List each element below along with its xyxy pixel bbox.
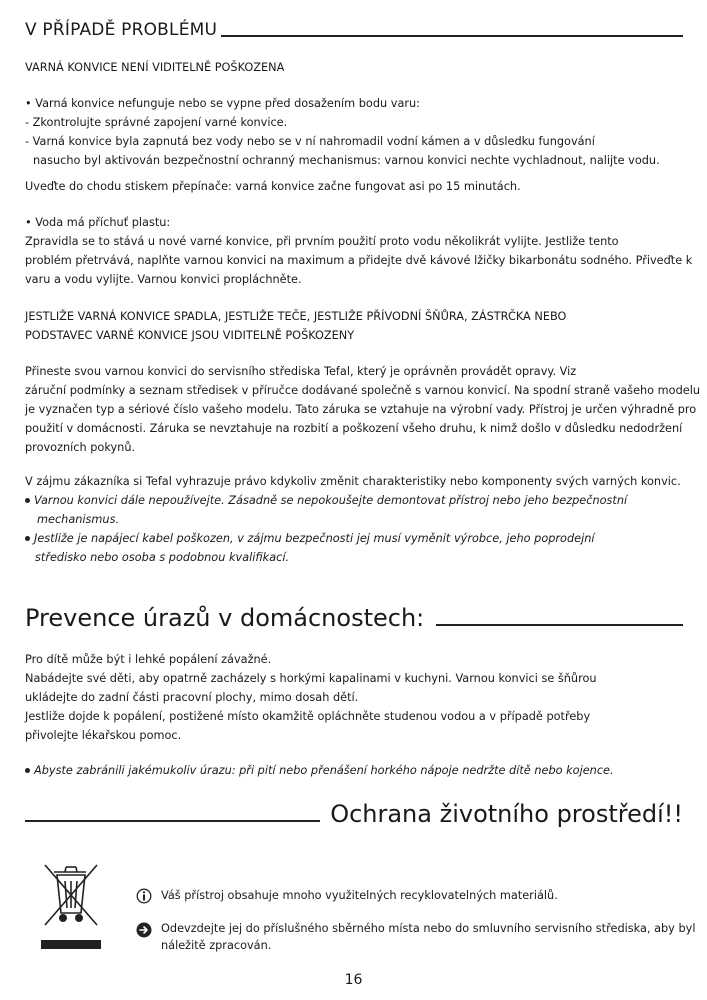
heading-rule [436, 624, 683, 626]
text-line: je vyznačen typ a sériové číslo vašeho modelu. Tato záruka se vztahuje na výrobní vady. Přístroj je určen výhradně pro [25, 403, 697, 416]
text-line: přivolejte lékařskou pomoc. [25, 729, 182, 742]
italic-bullet: Varnou konvici dále nepoužívejte. Zásadně se nepokoušejte demontovat přístroj nebo jeho bezpečnostní [25, 491, 627, 510]
heading-rule [221, 35, 683, 37]
text-line: náležitě zpracován. [161, 939, 272, 952]
troubleshoot-list [25, 94, 660, 170]
text-line: - Zkontrolujte správné zapojení varné konvice. [25, 116, 288, 129]
subheading-line: PODSTAVEC VARNÉ KONVICE JSOU VIDITELNĚ POŠKOZENY [25, 329, 355, 342]
text-line: provozních pokynů. [25, 441, 136, 454]
text-line: Odevzdejte jej do příslušného sběrného místa nebo do smluvního servisního střediska, aby byl [161, 922, 696, 935]
subheading-not-damaged: VARNÁ KONVICE NENÍ VIDITELNĚ POŠKOZENA [25, 61, 285, 74]
text-line: použití v domácnosti. Záruka se nevztahuje na rozbití a poškození všeho druhu, k nimž došlo v důsledku nedodržení [25, 422, 683, 435]
text-line: problém přetrvává, naplňte varnou konvici na maximum a přidejte dvě kávové lžičky bikarbonátu sodného. Přiveďte k [25, 254, 693, 267]
bullet-icon [25, 536, 30, 541]
text-line: • Voda má příchuť plastu: [25, 216, 171, 229]
italic-bullet: Jestliže je napájecí kabel poškozen, v zájmu bezpečnosti jej musí vyměnit výrobce, jeho poprodejní [25, 529, 627, 548]
crossed-bin-icon [38, 855, 104, 951]
text-line: ukládejte do zadní části pracovní plochy, mimo dosah dětí. [25, 691, 359, 704]
text-line: - Varná konvice byla zapnutá bez vody nebo se v ní nahromadil vodní kámen a v důsledku fungování [25, 135, 595, 148]
text-line: nasucho byl aktivován bezpečnostní ochranný mechanismus: varnou konvici nechte vychladnout, nalijte vodu. [33, 154, 660, 167]
text-line: Pro dítě může být i lehké popálení závažné. [25, 653, 272, 666]
text-line: • Varná konvice nefunguje nebo se vypne před dosažením bodu varu: [25, 97, 420, 110]
info-icon [136, 888, 152, 904]
bullet-icon [25, 498, 30, 503]
text-line: Nabádejte své děti, aby opatrně zacházely s horkými kapalinami v kuchyni. Varnou konvici se šňůrou [25, 672, 597, 685]
heading-rule [25, 820, 320, 822]
text-line: V zájmu zákazníka si Tefal vyhrazuje právo kdykoliv změnit charakteristiky nebo komponenty svých varných konvic. [25, 475, 681, 488]
text-line: Uveďte do chodu stiskem přepínače: varná konvice začne fungovat asi po 15 minutách. [25, 180, 521, 193]
bullet-icon [25, 768, 30, 773]
section-heading-prevention [25, 604, 683, 632]
subheading-damaged [25, 307, 566, 345]
italic-bullet-continuation: mechanismus. [37, 513, 120, 526]
text-line: záruční podmínky a seznam středisek v příručce dodávané společně s varnou konvicí. Na spodní straně vašeho modelu [25, 384, 701, 397]
section-title-environment: Ochrana životního prostředí!! [330, 800, 683, 828]
prevention-paragraph [25, 650, 597, 745]
italic-bullet-list [25, 491, 627, 567]
plastic-taste-paragraph [25, 213, 692, 289]
text-line: varu a vodu vylijte. Varnou konvici propláchněte. [25, 273, 302, 286]
italic-bullet-continuation: středisko nebo osoba s podobnou kvalifikací. [35, 551, 290, 564]
service-paragraph [25, 362, 700, 457]
italic-bullet: Abyste zabránili jakémukoliv úrazu: při pití nebo přenášení horkého nápoje nedržte dítě nebo kojence. [25, 761, 614, 780]
recycle-info-text: Váš přístroj obsahuje mnoho využitelných recyklovatelných materiálů. [161, 889, 558, 902]
page-number: 16 [344, 972, 363, 988]
section-title-problems: V PŘÍPADĚ PROBLÉMU [25, 20, 218, 40]
text-line: Přineste svou varnou konvici do servisního střediska Tefal, který je oprávněn provádět opravy. Viz [25, 365, 577, 378]
text-line: Jestliže dojde k popálení, postižené místo okamžitě opláchněte studenou vodou a v případě potřeby [25, 710, 591, 723]
section-heading-problems [25, 20, 683, 40]
section-title-prevention: Prevence úrazů v domácnostech: [25, 604, 425, 632]
subheading-line: JESTLIŽE VARNÁ KONVICE SPADLA, JESTLIŽE TEČE, JESTLIŽE PŘÍVODNÍ ŠŇŮRA, ZÁSTRČKA NEBO [25, 310, 567, 323]
disposal-info [161, 920, 695, 954]
text-line: Zpravidla se to stává u nové varné konvice, při prvním použití proto vodu několikrát vylijte. Jestliže tento [25, 235, 619, 248]
arrow-icon [136, 922, 152, 938]
section-heading-environment [25, 800, 683, 828]
